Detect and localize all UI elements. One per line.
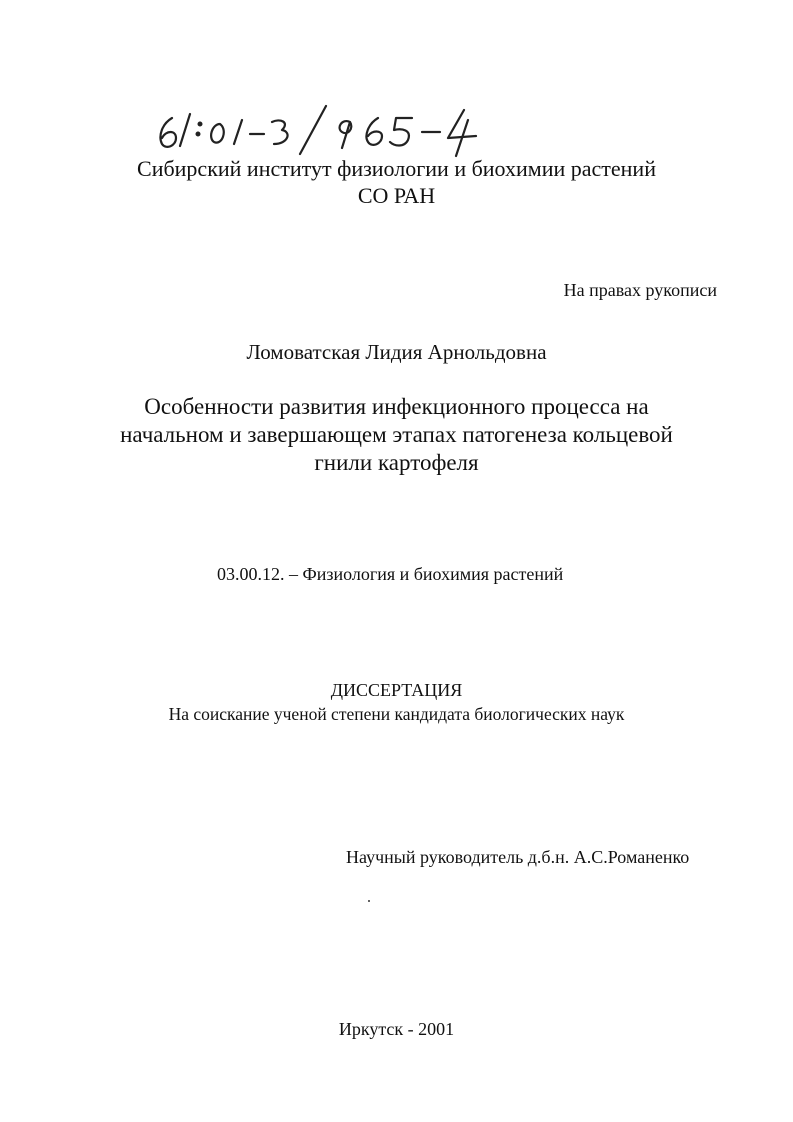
rights-note: На правах рукописи [563, 280, 717, 300]
institute-line-2: СО РАН [357, 183, 436, 208]
scan-speck [368, 900, 370, 902]
document-type: ДИССЕРТАЦИЯ [330, 680, 463, 700]
handwritten-archive-code [150, 100, 530, 160]
title-line-2: начальном и завершающем этапах патогенеза кольцевой [120, 422, 673, 447]
city-year: Иркутск - 2001 [338, 1019, 455, 1039]
specialty-code: 03.00.12. – Физиология и биохимия растений [217, 564, 564, 584]
author-name: Ломоватская Лидия Арнольдовна [246, 340, 547, 364]
thesis-title [0, 393, 793, 477]
supervisor: Научный руководитель д.б.н. А.С.Романенко [346, 847, 690, 867]
institute-line-1: Сибирский институт физиологии и биохимии растений [137, 156, 656, 181]
institute-name [0, 155, 793, 209]
title-line-3: гнили картофеля [314, 450, 479, 475]
degree-statement: На соискание ученой степени кандидата биологических наук [168, 704, 625, 724]
title-line-1: Особенности развития инфекционного процесса на [144, 394, 649, 419]
